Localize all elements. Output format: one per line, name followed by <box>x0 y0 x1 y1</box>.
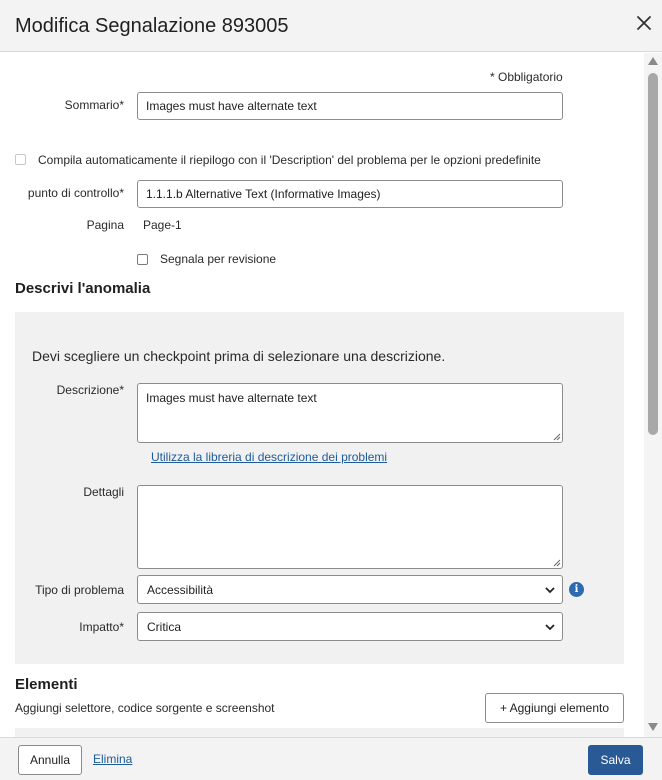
elements-panel <box>15 728 624 737</box>
description-value: Images must have alternate text <box>146 391 317 405</box>
dialog-footer <box>0 737 662 780</box>
flag-review-checkbox[interactable] <box>137 254 148 265</box>
chevron-down-icon <box>544 621 556 633</box>
flag-review-label: Segnala per revisione <box>160 252 277 266</box>
scroll-down-icon[interactable] <box>648 723 658 731</box>
describe-section-title: Descrivi l'anomalia <box>15 280 151 297</box>
resize-handle-icon[interactable] <box>551 557 561 567</box>
details-label: Dettagli <box>83 485 124 499</box>
required-note: * Obbligatorio <box>490 70 563 84</box>
delete-link[interactable]: Elimina <box>93 752 133 766</box>
summary-label: Sommario* <box>64 98 124 112</box>
elements-section-title: Elementi <box>15 676 78 693</box>
dialog-title: Modifica Segnalazione 893005 <box>15 15 289 37</box>
elements-subtitle: Aggiungi selettore, codice sorgente e screenshot <box>15 701 275 715</box>
impact-label: Impatto* <box>79 620 124 634</box>
page-value: Page-1 <box>143 218 182 232</box>
cancel-button[interactable]: Annulla <box>18 745 82 775</box>
details-textarea[interactable] <box>137 485 563 569</box>
autofill-label: Compila automaticamente il riepilogo con il 'Description' del problema per le opzioni predefinite <box>38 153 541 167</box>
scrollbar[interactable] <box>644 53 662 737</box>
impact-value: Critica <box>147 620 182 634</box>
issue-type-label: Tipo di problema <box>35 583 124 597</box>
checkpoint-notice: Devi scegliere un checkpoint prima di selezionare una descrizione. <box>32 348 446 364</box>
description-label: Descrizione* <box>56 383 124 397</box>
add-element-button[interactable]: + Aggiungi elemento <box>485 693 624 723</box>
dialog-header <box>0 0 662 52</box>
resize-handle-icon[interactable] <box>551 431 561 441</box>
description-library-link[interactable]: Utilizza la libreria di descrizione dei problemi <box>151 450 388 464</box>
chevron-down-icon <box>544 584 556 596</box>
page-label: Pagina <box>86 218 124 232</box>
description-textarea[interactable] <box>137 383 563 443</box>
summary-input[interactable]: Images must have alternate text <box>137 92 563 120</box>
checkpoint-label: punto di controllo* <box>27 186 124 200</box>
info-icon[interactable]: i <box>569 582 584 597</box>
autofill-checkbox[interactable] <box>15 154 26 165</box>
issue-type-value: Accessibilità <box>147 583 214 597</box>
close-icon[interactable] <box>633 12 655 34</box>
issue-type-select[interactable] <box>137 575 563 604</box>
impact-select[interactable] <box>137 612 563 641</box>
scroll-up-icon[interactable] <box>648 57 658 65</box>
scrollbar-thumb[interactable] <box>648 73 658 435</box>
save-button[interactable]: Salva <box>588 745 643 775</box>
checkpoint-input[interactable]: 1.1.1.b Alternative Text (Informative Images) <box>137 180 563 208</box>
